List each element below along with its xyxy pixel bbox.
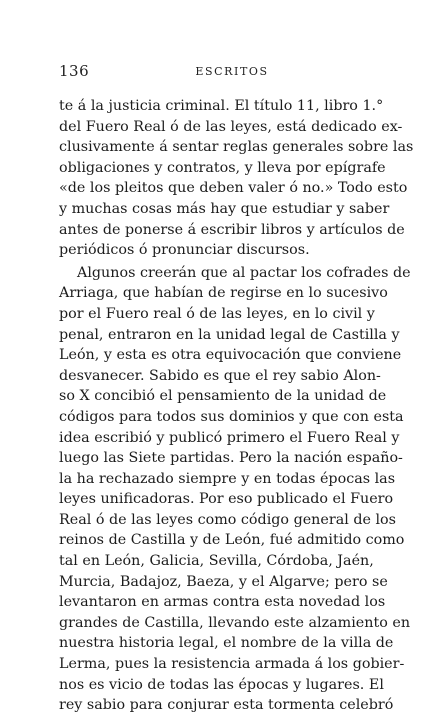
- text-line: y muchas cosas más hay que estudiar y saber: [59, 200, 390, 217]
- text-line: antes de ponerse á escribir libros y artículos de: [59, 221, 405, 238]
- text-line: grandes de Castilla, llevando este alzamiento en: [59, 614, 411, 631]
- page-number: 136: [59, 62, 90, 80]
- text-line: luego las Siete partidas. Pero la nación españo-: [59, 450, 403, 467]
- text-line: del Fuero Real ó de las leyes, está dedicado ex-: [59, 118, 403, 135]
- text-line: rey sabio para conjurar esta tormenta celebró: [59, 697, 394, 714]
- text-line: so X concibió el pensamiento de la unidad de: [59, 388, 387, 405]
- text-line: levantaron en armas contra esta novedad los: [59, 594, 386, 611]
- text-line: tal en León, Galicia, Sevilla, Córdoba, Jaén,: [59, 553, 374, 570]
- text-line: leyes unificadoras. Por eso publicado el Fuero: [59, 491, 394, 508]
- text-line: «de los pleitos que deben valer ó no.» Todo esto: [59, 180, 408, 197]
- text-line: clusivamente á sentar reglas generales sobre las: [59, 139, 414, 156]
- text-line: reinos de Castilla y de León, fué admitido como: [59, 532, 405, 549]
- text-line: Murcia, Badajoz, Baeza, y el Algarve; pero se: [59, 573, 388, 590]
- text-line: Algunos creerán que al pactar los cofrades de: [77, 264, 411, 281]
- body-text: [59, 96, 414, 716]
- text-line: desvanecer. Sabido es que el rey sabio Alon-: [59, 367, 381, 384]
- text-line: Lerma, pues la resistencia armada á los gobier-: [59, 656, 405, 673]
- text-line: la ha rechazado siempre y en todas épocas las: [59, 470, 396, 487]
- text-line: Real ó de las leyes como código general de los: [59, 511, 397, 528]
- text-line: por el Fuero real ó de las leyes, en lo civil y: [59, 305, 375, 322]
- text-line: periódicos ó pronunciar discursos.: [59, 242, 310, 259]
- text-line: obligaciones y contratos, y lleva por epígrafe: [59, 159, 386, 176]
- text-line: penal, entraron en la unidad legal de Castilla y: [59, 326, 400, 343]
- text-line: Arriaga, que habían de regirse en lo sucesivo: [59, 285, 388, 302]
- text-line: León, y esta es otra equivocación que conviene: [59, 347, 402, 364]
- text-line: códigos para todos sus dominios y que con esta: [59, 408, 404, 425]
- text-line: te á la justicia criminal. El título 11, libro 1.°: [59, 98, 384, 114]
- running-title: ESCRITOS: [195, 65, 269, 78]
- text-line: nuestra historia legal, el nombre de la villa de: [59, 635, 394, 652]
- text-line: idea escribió y publicó primero el Fuero Real y: [59, 429, 400, 446]
- text-line: nos es vicio de todas las épocas y lugares. El: [59, 676, 384, 693]
